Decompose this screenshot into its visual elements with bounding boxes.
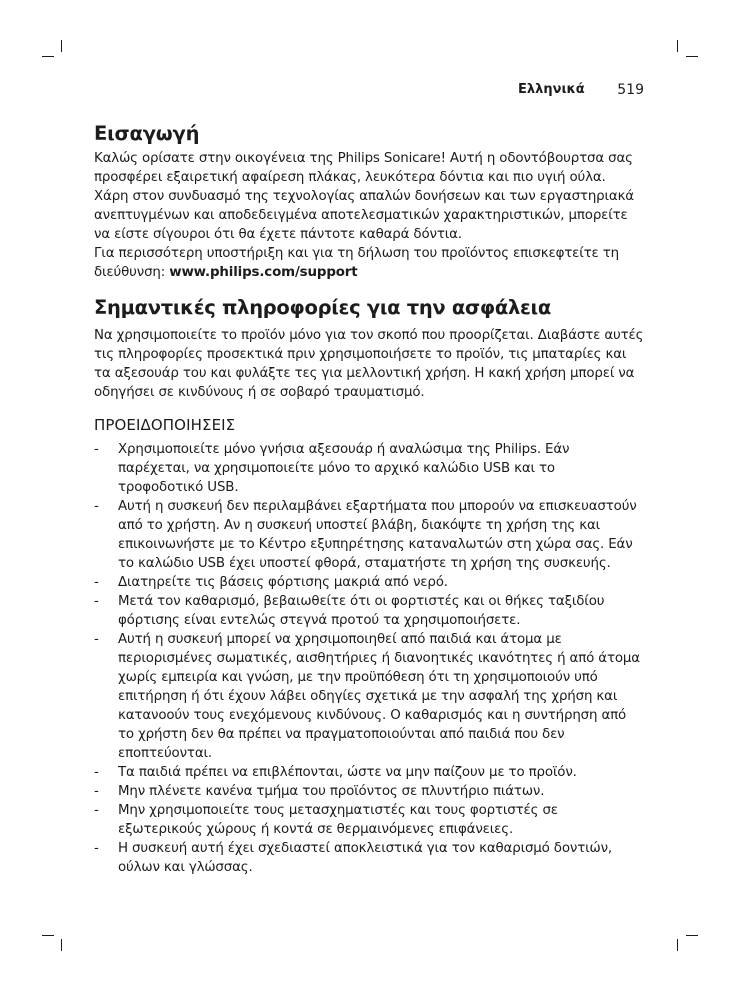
support-paragraph — [94, 244, 644, 282]
warning-item: - Αυτή η συσκευή μπορεί να χρησιμοποιηθεί από παιδιά και άτομα με περιορισμένες σωματικές, αισθητήριες ή διανοητικές ικανότητες ή από άτομα χωρίς εμπειρία και γνώση, με την προϋπόθεση ότι τη χρησιμοποιούν υπό επιτήρηση ή ότι έχουν λάβει οδηγίες σχετικά με την ασφαλή της χρήση και κατανοούν τους ενεχόμενους κινδύνους. Ο καθαρισμός και η συντήρηση από το χρήστη δεν θα πρέπει να πραγματοποιούνται από παιδιά που δεν εποπτεύονται. — [94, 630, 644, 763]
warning-item: - Τα παιδιά πρέπει να επιβλέπονται, ώστε να μην παίζουν με το προϊόν. — [94, 763, 644, 782]
page-number: 519 — [617, 82, 644, 98]
warnings-heading: ΠΡΟΕΙΔΟΠΟΙΗΣΕΙΣ — [94, 416, 236, 434]
running-header — [500, 82, 644, 102]
crop-mark — [61, 40, 62, 52]
crop-mark — [42, 935, 54, 936]
warning-item: - Μην πλένετε κανένα τμήμα του προϊόντος σε πλυντήριο πιάτων. — [94, 782, 644, 801]
warning-item: - Μην χρησιμοποιείτε τους μετασχηματιστές και τους φορτιστές σε εξωτερικούς χώρους ή κοντά σε θερμαινόμενες επιφάνειες. — [94, 801, 644, 839]
safety-paragraph: Να χρησιμοποιείτε το προϊόν μόνο για τον σκοπό που προορίζεται. Διαβάστε αυτές τις πληροφορίες προσεκτικά πριν χρησιμοποιήσετε το προϊόν, τις μπαταρίες και τα αξεσουάρ του και φυλάξτε τες για μελλοντική χρήση. Η κακή χρήση μπορεί να οδηγήσει σε κινδύνους ή σε σοβαρό τραυματισμό. — [94, 328, 644, 400]
support-text: Για περισσότερη υποστήριξη και για τη δήλωση του προϊόντος επισκεφτείτε τη διεύθυνση: — [94, 246, 619, 280]
support-link[interactable]: www.philips.com/support — [169, 265, 358, 280]
intro-paragraph: Καλώς ορίσατε στην οικογένεια της Philips Sonicare! Αυτή η οδοντόβουρτσα σας προσφέρει εξαιρετική αφαίρεση πλάκας, λευκότερα δόντια και πιο υγιή ούλα. Χάρη στον συνδυασμό της τεχνολογίας απαλών δονήσεων και των εργαστηριακά ανεπτυγμένων και αποδεδειγμένα αποτελεσματικών χαρακτηριστικών, μπορείτε να είστε σίγουροι ότι θα έχετε πάντοτε καθαρά δόντια. — [94, 151, 634, 242]
warnings-list — [94, 440, 644, 877]
page-content — [94, 120, 644, 877]
warning-item: - Η συσκευή αυτή έχει σχεδιαστεί αποκλειστικά για τον καθαρισμό δοντιών, ούλων και γλώσσας. — [94, 839, 644, 877]
warning-item: - Χρησιμοποιείτε μόνο γνήσια αξεσουάρ ή αναλώσιμα της Philips. Εάν παρέχεται, να χρησιμοποιείτε μόνο το αρχικό καλώδιο USB και το τροφοδοτικό USB. — [94, 440, 644, 497]
crop-mark — [686, 56, 698, 57]
warning-item: - Αυτή η συσκευή δεν περιλαμβάνει εξαρτήματα που μπορούν να επισκευαστούν από το χρήστη. Αν η συσκευή υποστεί βλάβη, διακόψτε τη χρήση της και επικοινωνήστε με το Κέντρο εξυπηρέτησης καταναλωτών στη χώρα σας. Εάν το καλώδιο USB έχει υποστεί φθορά, σταματήστε τη χρήση της συσκευής. — [94, 497, 644, 573]
language-label: Ελληνικά — [518, 82, 585, 97]
intro-heading: Εισαγωγή — [94, 122, 200, 145]
safety-heading: Σημαντικές πληροφορίες για την ασφάλεια — [94, 296, 551, 319]
warning-item: - Διατηρείτε τις βάσεις φόρτισης μακριά από νερό. — [94, 573, 644, 592]
crop-mark — [61, 939, 62, 951]
crop-mark — [677, 939, 678, 951]
crop-mark — [686, 935, 698, 936]
warning-item: - Μετά τον καθαρισμό, βεβαιωθείτε ότι οι φορτιστές και οι θήκες ταξιδίου φόρτισης είναι εντελώς στεγνά προτού τα χρησιμοποιήσετε. — [94, 592, 644, 630]
crop-mark — [42, 56, 54, 57]
crop-mark — [677, 40, 678, 52]
